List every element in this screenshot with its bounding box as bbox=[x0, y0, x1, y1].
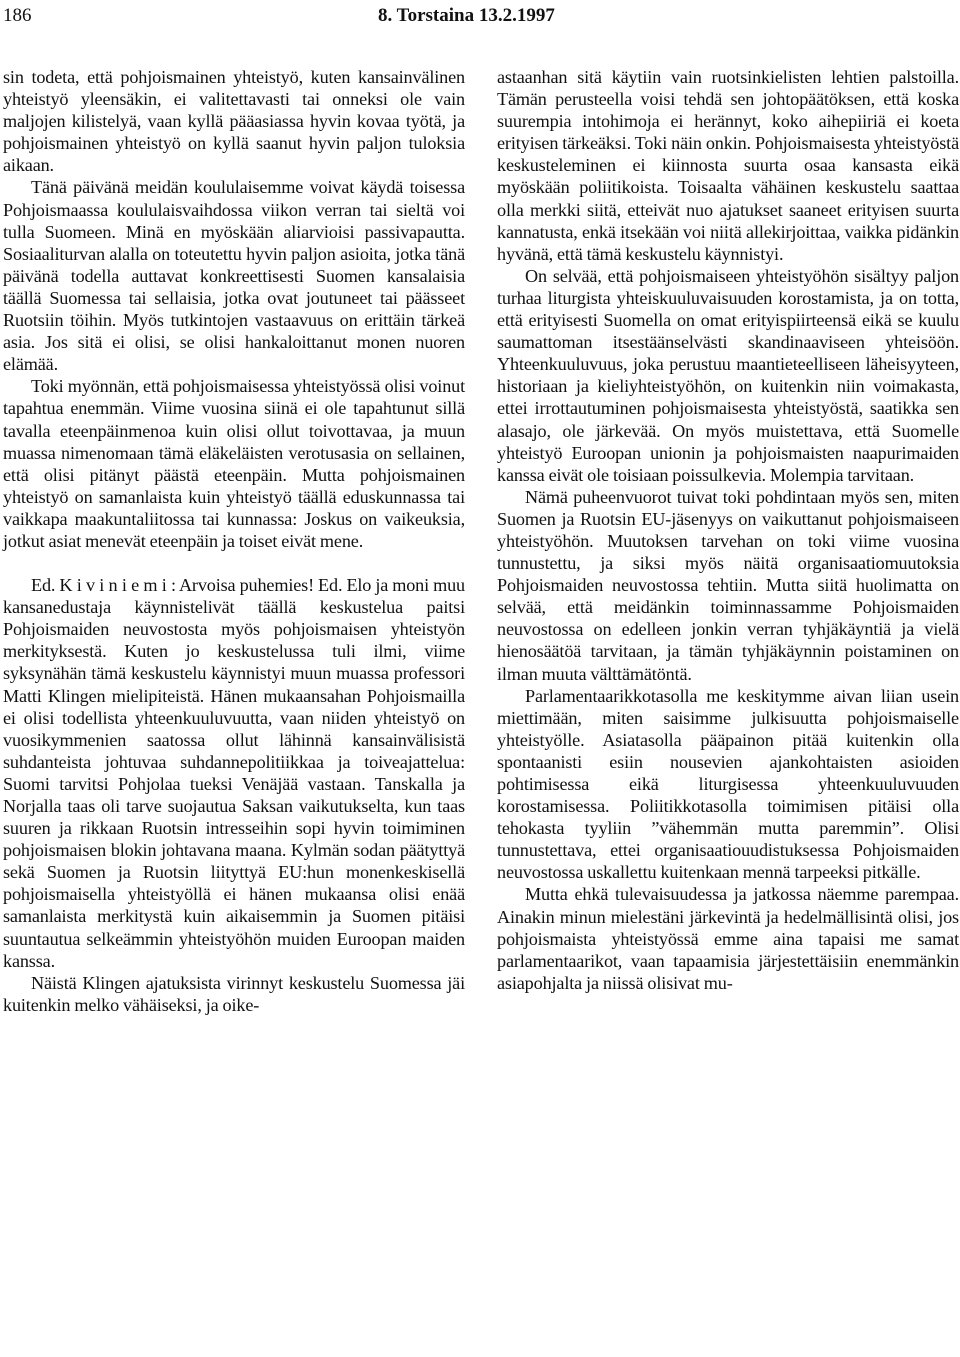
paragraph: Toki myönnän, että pohjoismaisessa yhteistyössä olisi voinut tapahtua enemmän. Viime vuosina siinä ei ole tapahtunut sillä tavalla eteenpäinmenoa kuin olisi ollut toivottavaa, ja muun muassa nimenomaan tämä eläkeläisten verotusasia on sellainen, että olisi pitänyt päästä eteenpäin. Mutta pohjoismainen yhteistyö on samanlaista kuin yhteistyö täällä eduskunnassa tai vaikkapa maakuntaliitossa tai kunnassa: Joskus on vaikeuksia, jotkut asiat menevät eteenpäin ja toiset eivät mene. bbox=[3, 376, 465, 551]
paragraph: sin todeta, että pohjoismainen yhteistyö, kuten kansainvälinen yhteistyö yleensäkin, ei valitettavasti tai onneksi ole vain maljojen kilistelyä, vaan kyllä pääasiassa hyvin kovaa työtä, ja pohjoismainen yhteistyö on kyllä saanut hyvin paljon tuloksia aikaan. bbox=[3, 67, 465, 176]
paragraph: Näistä Klingen ajatuksista virinnyt keskustelu Suomessa jäi kuitenkin melko vähäiseksi, ja oike- bbox=[3, 972, 465, 1015]
speaker-paragraph bbox=[3, 574, 465, 972]
paragraph: Nämä puheenvuorot tuivat toki pohdintaan myös sen, miten Suomen ja Ruotsin EU-jäsenyys on vaikuttanut pohjoismaiseen yhteistyöhön. Muutoksen tarvehan on toki viime vuosina tunnustettu, ja siksi myös näitä organisaatiomuutoksia Pohjoismaiden neuvostossa tehtiin. Mutta siitä huolimatta on selvää, että meidänkin toiminnassamme Pohjoismaiden neuvostossa on edelleen jonkin verran tyhjäkäyntiä ja vielä hienosäätöä tarvitaan, ja tämän tyhjäkäynnin poistaminen on ilman muuta välttämätöntä. bbox=[497, 486, 959, 684]
paragraph: On selvää, että pohjoismaiseen yhteistyöhön sisältyy paljon turhaa liturgista yhteiskuuluvaisuuden korostamista, ja on totta, että erityisesti Suomella on omat erityispiirteensä eikä se kuulu saumattoman itsestäänselvästi skandinaaviseen yhteisöön. Yhteenkuuluvuus, joka perustuu maantieteelliseen läheisyyteen, historiaan ja kieliyhteistyöhön, on kuitenkin niin voimakasta, ettei irrottautuminen pohjoismaisesta yhteistyöstä, saatikka sen alasajo, ole järkevää. On myös muistettava, että Suomelle yhteistyö Euroopan unionin ja pohjoismaisten naapurimaiden kanssa eivät ole toisiaan poissulkevia. Molempia tarvitaan. bbox=[497, 265, 959, 485]
speech-text: : Arvoisa puhemies! Ed. Elo ja moni muu kansanedustaja käynnistelivät täällä keskustelua paitsi Pohjoismaiden neuvostosta myös pohjoismaisen yhteistyön merkityksestä. Kuten jo keskustelussa tuli ilmi, viime syksynähän tämä keskustelu käynnistyi muun muassa professori Matti Klingen mielipiteistä. Hänen mukaansahan Pohjoismailla ei olisi todellista yhteenkuuluvuutta, vaan niiden yhteistyö on vuosikymmenien saatossa ollut lähinnä kansainvälisistä suhdanteista johtuvaa suhdannepolitiikkaa ja toiveajattelua: Suomi tarvitsi Pohjolaa tueksi Venäjää vastaan. Tanskalla ja Norjalla taas oli tarve suojautua Saksan vaikutukselta, kun taas suuren ja rikkaan Ruotsin intresseihin sopi hyvin toimiminen pohjoismaisen blokin johtavana maana. Kylmän sodan päätyttyä sekä Suomen ja Ruotsin liityttyä EU:hun monenkeskisellä pohjoismaisella yhteistyöllä ei hänen mukaansa olisi enää samanlaista merkitystä kuin aikaisemmin ja Suomen pitäisi suuntautua selkeämmin yhteistyöhön muiden Euroopan maiden kanssa. bbox=[3, 575, 465, 971]
right-column bbox=[497, 66, 959, 994]
speaker-prefix: Ed. bbox=[31, 575, 56, 596]
paragraph: Tänä päivänä meidän koululaisemme voivat käydä toisessa Pohjoismaassa koululaisvaihdossa viikon verran tai sieltä voi tulla Suomeen. Minä en myöskään aliarvioisi passivapautta. Sosiaaliturvan alalla on toteutettu hyvin paljon asioita, jotka tänä päivänä todella auttavat konkreettisesti Suomen kansalaisia täällä Suomessa tai sellaisia, jotka ovat joutuneet tai päässeet Ruotsiin töihin. Myös tutkintojen vastaavuus on erittäin tärkeä asia. Jos sitä ei olisi, se olisi hankaloittanut monen nuoren elämää. bbox=[3, 177, 465, 375]
page-header bbox=[0, 0, 960, 34]
paragraph: Mutta ehkä tulevaisuudessa ja jatkossa näemme parempaa. Ainakin minun mielestäni järkevintä ja hedelmällisintä olisi, jos pohjoismaista yhteistyössä emme aina tapaisi me samat parlamentaarikot, vaan tapaamisia järjestettäisiin enemmänkin asiapohjalta ja niissä olisivat mu- bbox=[497, 884, 959, 993]
paragraph: Parlamentaarikkotasolla me keskitymme aivan liian usein miettimään, miten saisimme julkisuutta pohjoismaiselle yhteistyölle. Asiatasolla pääpainon pitää kuitenkin olla spontaanisti esiin nousevien ajankohtaisten asioiden pohtimisessa eikä liturgisessa yhteenkuuluvuuden korostamisessa. Poliitikkotasolla toimimisen pitäisi olla tehokasta tyyliin ”vähemmän mutta paremmin”. Olisi tunnustettava, ettei organisaatiouudistuksessa Pohjoismaiden neuvostossa uskallettu kuitenkaan mennä tarpeeksi pitkälle. bbox=[497, 685, 959, 883]
speaker-name: Kiviniemi bbox=[59, 575, 171, 596]
session-date: 8. Torstaina 13.2.1997 bbox=[378, 5, 555, 26]
paragraph: astaanhan sitä käytiin vain ruotsinkielisten lehtien palstoilla. Tämän perusteella voisi tehdä sen johtopäätöksen, että koska suurempia intohimoja ei herännyt, koko aihepiiriä ei koeta erityisen tärkeäksi. Toki näin onkin. Pohjoismaisesta yhteistyöstä keskusteleminen ei kiinnosta suurta osaa kansasta eikä myöskään poliitikoista. Toisaalta vähäinen keskustelu saattaa olla merkki siitä, etteivät nuo ajatukset saaneet erityisen suurta kannatusta, enkä itsekään voi niitä allekirjoittaa, vaikka pidänkin hyvänä, että tämä keskustelu käynnistyi. bbox=[497, 67, 959, 264]
left-column bbox=[3, 66, 465, 1016]
page-number: 186 bbox=[3, 5, 32, 26]
